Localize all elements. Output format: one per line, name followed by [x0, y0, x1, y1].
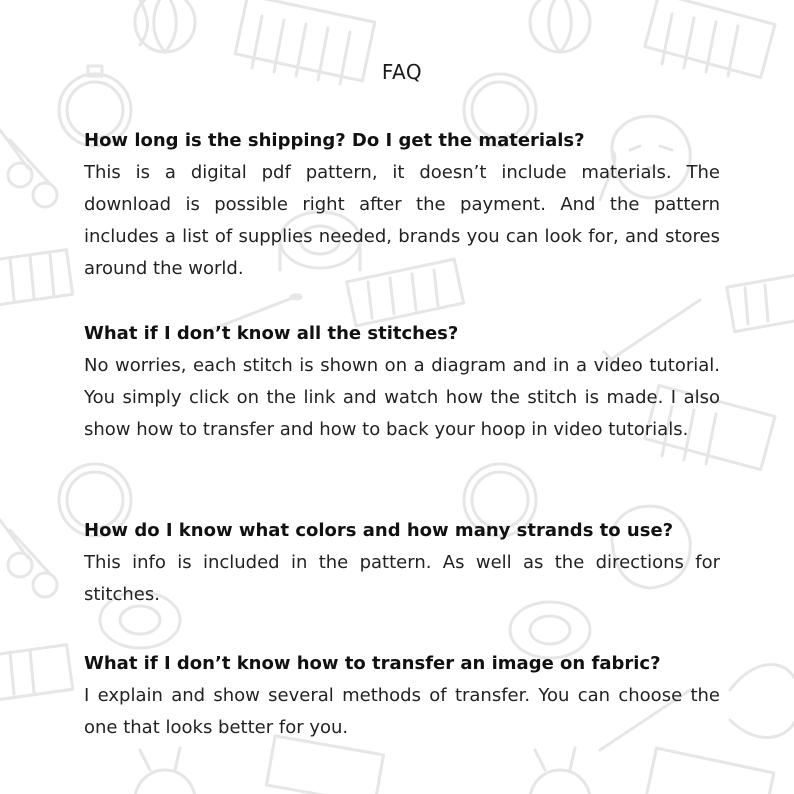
faq-answer: This is a digital pdf pattern, it doesn’t include materials. The download is possible right after the payment. And the pattern includes a list of supplies needed, brands you can look for, and stores around the world. [84, 162, 720, 279]
page-title: FAQ [381, 60, 423, 84]
thread-box-icon [0, 250, 73, 306]
faq-answer: No worries, each stitch is shown on a diagram and in a video tutorial. You simply click on the link and watch how the stitch is made. I also show how to transfer and how to back your hoop in video tutorials. [84, 355, 720, 440]
faq-question: What if I don’t know how to transfer an image on fabric? [84, 653, 661, 674]
faq-item [84, 648, 720, 744]
faq-question: How long is the shipping? Do I get the materials? [84, 130, 585, 151]
faq-question: What if I don’t know all the stitches? [84, 323, 459, 344]
tape-measure-icon [730, 665, 794, 738]
thread-box-icon [266, 736, 383, 794]
faq-answer: This info is included in the pattern. As well as the directions for stitches. [84, 552, 720, 605]
faq-item [84, 318, 720, 446]
faq-question: How do I know what colors and how many strands to use? [84, 520, 674, 541]
faq-item [84, 125, 720, 285]
pincushion-icon [135, 748, 195, 794]
scissors-icon [0, 130, 57, 207]
faq-item [84, 515, 720, 611]
thread-box-icon [727, 273, 794, 331]
thread-box-icon [646, 748, 774, 794]
thread-box-icon [0, 645, 73, 701]
scissors-icon [0, 520, 57, 597]
pincushion-icon [135, 0, 195, 52]
pincushion-icon [530, 0, 590, 52]
faq-answer: I explain and show several methods of transfer. You can choose the one that looks better for you. [84, 685, 720, 738]
pincushion-icon [530, 748, 590, 794]
